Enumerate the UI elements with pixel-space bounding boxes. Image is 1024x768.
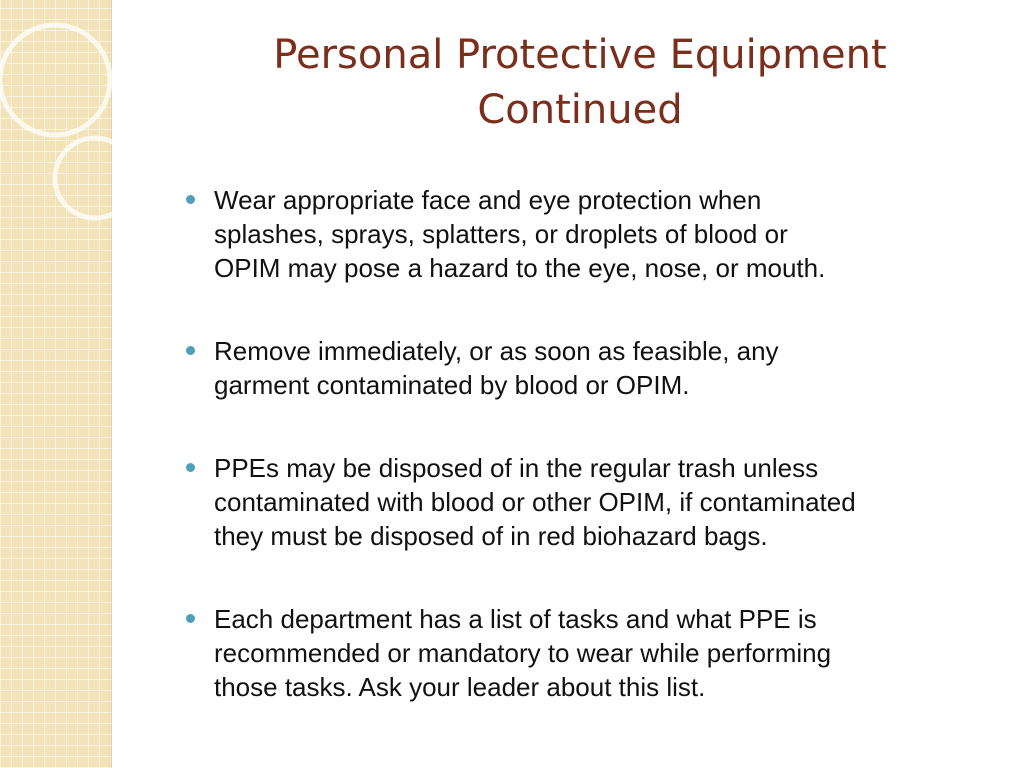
bullet-line: those tasks. Ask your leader about this list. (214, 672, 706, 702)
bullet-line: Each department has a list of tasks and what PPE is (214, 604, 817, 634)
bullet-dot-icon (186, 195, 195, 204)
decorative-rings (0, 0, 160, 260)
slide-title-line-2: Continued (477, 87, 683, 133)
bullet-item-disposal (186, 451, 996, 553)
bullet-line: garment contaminated by blood or OPIM. (214, 370, 690, 400)
bullet-list (186, 183, 996, 753)
slide-title (180, 28, 980, 138)
bullet-dot-icon (186, 463, 195, 472)
bullet-dot-icon (186, 346, 195, 355)
decorative-ring-small (55, 138, 135, 218)
bullet-item-department-list (186, 602, 996, 704)
bullet-line: recommended or mandatory to wear while performing (214, 638, 832, 668)
bullet-line: PPEs may be disposed of in the regular trash unless (214, 453, 819, 483)
bullet-line: contaminated with blood or other OPIM, if contaminated (214, 487, 856, 517)
bullet-line: Remove immediately, or as soon as feasible, any (214, 336, 779, 366)
bullet-line: splashes, sprays, splatters, or droplets of blood or (214, 219, 788, 249)
bullet-item-face-eye-protection (186, 183, 996, 285)
bullet-line: OPIM may pose a hazard to the eye, nose, or mouth. (214, 253, 826, 283)
decorative-ring-large (0, 25, 110, 135)
bullet-dot-icon (186, 614, 195, 623)
slide-title-line-1: Personal Protective Equipment (273, 32, 887, 78)
bullet-line: they must be disposed of in red biohazard bags. (214, 521, 768, 551)
bullet-item-remove-garment (186, 334, 996, 402)
bullet-line: Wear appropriate face and eye protection when (214, 185, 762, 215)
